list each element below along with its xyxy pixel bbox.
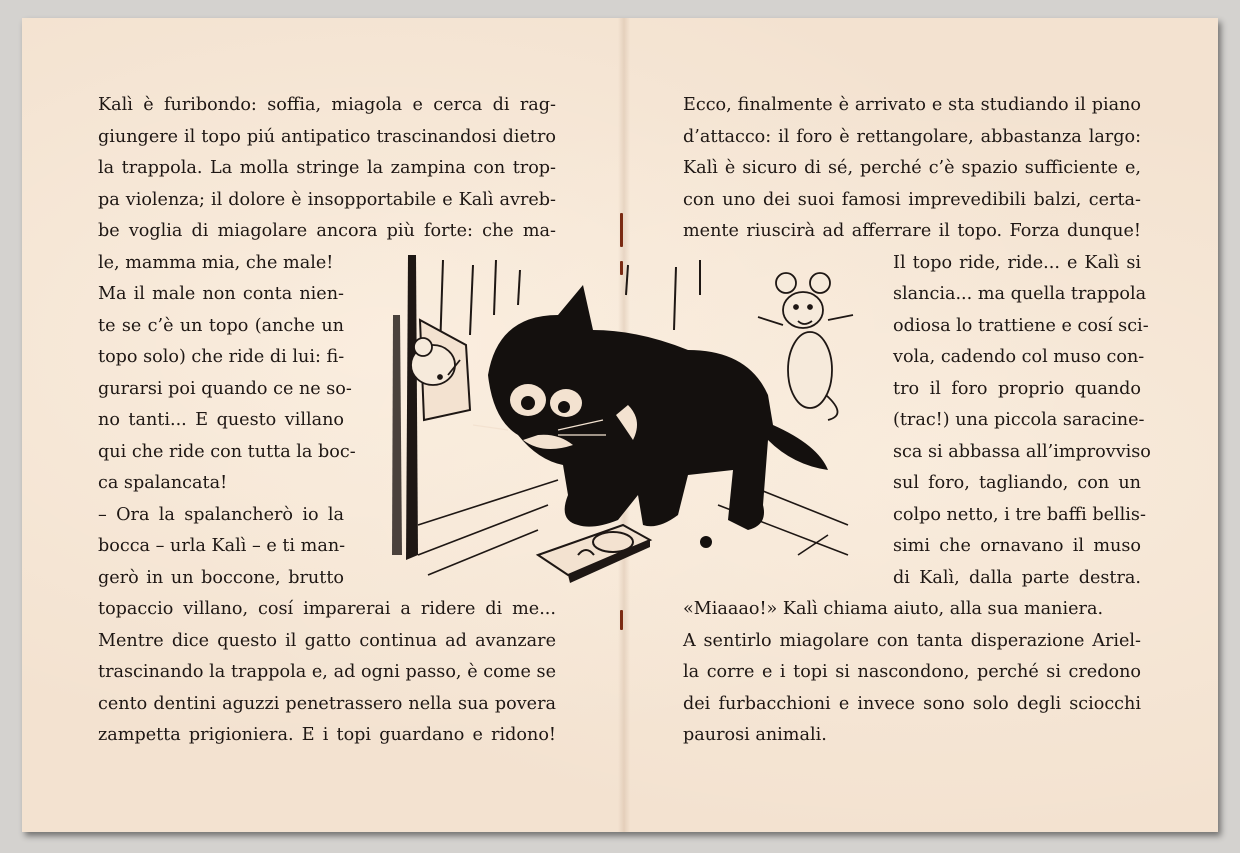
text-line: topo solo) che ride di lui: fi- xyxy=(98,347,345,367)
text-line: Kalì è furibondo: soffia, miagola e cerca di rag- xyxy=(98,95,556,115)
kitten-mousetrap-illustration xyxy=(388,255,858,590)
binding-stitch xyxy=(620,610,623,630)
text-line: gurarsi poi quando ce ne so- xyxy=(98,378,352,399)
mousetrap xyxy=(538,525,650,583)
text-line: Mentre dice questo il gatto continua ad avanzare xyxy=(98,630,556,651)
text-line: trascinando la trappola e, ad ogni passo, è come se xyxy=(98,662,556,682)
text-line: giungere il topo piú antipatico trascinandosi dietro xyxy=(98,126,556,147)
text-line: mente riuscirà ad afferrare il topo. Forza dunque! xyxy=(683,221,1141,241)
text-line: di Kalì, dalla parte destra. xyxy=(893,567,1141,588)
text-line: la trappola. La molla stringe la zampina con trop- xyxy=(98,158,556,178)
text-line: gerò in un boccone, brutto xyxy=(98,567,344,588)
text-line: – Ora la spalancherò io la xyxy=(98,504,344,525)
text-line: d’attacco: il foro è rettangolare, abbastanza largo: xyxy=(683,126,1141,147)
door-frame xyxy=(406,255,418,560)
text-line: sul foro, tagliando, con un xyxy=(893,473,1141,493)
text-line: dei furbacchioni e invece sono solo degli sciocchi xyxy=(683,693,1141,714)
text-line: zampetta prigioniera. E i topi guardano e ridono! xyxy=(98,725,556,745)
text-line: Ma il male non conta nien- xyxy=(98,284,344,304)
text-line: Kalì è sicuro di sé, perché c’è spazio sufficiente e, xyxy=(683,158,1141,178)
text-line: con uno dei suoi famosi imprevedibili balzi, certa- xyxy=(683,189,1141,210)
text-line: bocca – urla Kalì – e ti man- xyxy=(98,536,346,556)
cheese-crumb xyxy=(700,536,712,548)
text-line: vola, cadendo col muso con- xyxy=(893,347,1145,367)
binding-stitch xyxy=(620,213,623,247)
text-line: A sentirlo miagolare con tanta disperazione Ariel- xyxy=(683,630,1141,651)
text-line: sca si abbassa all’improvviso xyxy=(893,441,1151,462)
text-line: qui che ride con tutta la boc- xyxy=(98,441,356,462)
text-line: te se c’è un topo (anche un xyxy=(98,315,344,336)
text-line: la corre e i topi si nascondono, perché si credono xyxy=(683,662,1141,682)
text-line: (trac!) una piccola saracine- xyxy=(893,410,1145,430)
text-line: tro il foro proprio quando xyxy=(893,378,1141,399)
text-line: le, mamma mia, che male! xyxy=(98,252,334,273)
text-line: odiosa lo trattiene e cosí sci- xyxy=(893,315,1149,336)
text-line: colpo netto, i tre baffi bellis- xyxy=(893,504,1146,525)
text-line: cento dentini aguzzi penetrassero nella sua povera xyxy=(98,693,556,714)
text-line: no tanti... E questo villano xyxy=(98,410,344,430)
text-line: slancia... ma quella trappola xyxy=(893,284,1147,304)
text-line: Il topo ride, ride... e Kalì si xyxy=(893,252,1141,273)
text-line: paurosi animali. xyxy=(683,725,827,745)
text-line: simi che ornavano il muso xyxy=(893,536,1141,556)
text-line: Ecco, finalmente è arrivato e sta studiando il piano xyxy=(683,95,1141,115)
text-line: topaccio villano, cosí imparerai a ridere di me... xyxy=(98,599,556,619)
text-line: pa violenza; il dolore è insopportabile e Kalì avreb- xyxy=(98,189,556,210)
right-mouse xyxy=(758,273,853,420)
text-line: ca spalancata! xyxy=(98,473,228,493)
text-line: «Miaaao!» Kalì chiama aiuto, alla sua maniera. xyxy=(683,599,1104,619)
text-line: be voglia di miagolare ancora più forte: che ma- xyxy=(98,221,556,241)
